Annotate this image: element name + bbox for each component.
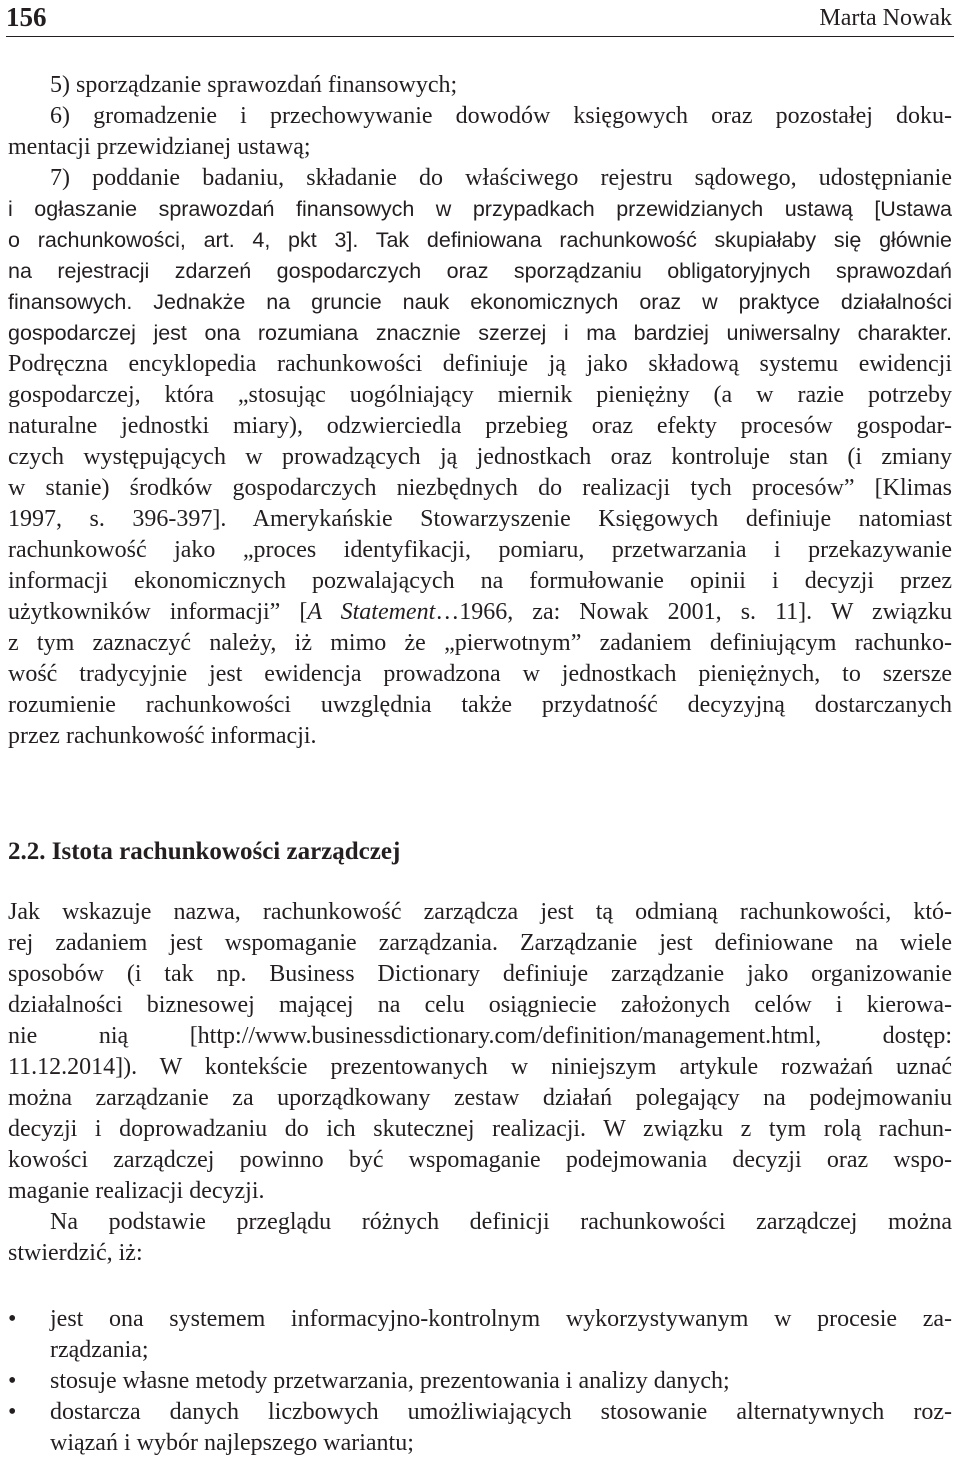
text-line: działalności biznesowej mającej na celu osiągniecie założonych celów i kierowa- <box>8 992 952 1018</box>
text-line: decyzji i doprowadzaniu do ich skutecznej realizacji. W związku z tym rolą rachun- <box>8 1116 952 1142</box>
text-line: wość tradycyjnie jest ewidencja prowadzona w jednostkach pieniężnych, to szersze <box>8 661 952 687</box>
running-author: Marta Nowak <box>819 5 952 31</box>
text-line: dostarcza danych liczbowych umożliwiających stosowanie alternatywnych roz- <box>50 1399 952 1425</box>
list-item <box>8 1366 952 1397</box>
text-line: kowości zarządczej powinno być wspomaganie podejmowania decyzji oraz wspo- <box>8 1147 952 1173</box>
text-line: można zarządzanie za uporządkowany zestaw działań polegający na podejmowaniu <box>8 1085 952 1111</box>
text-line: rej zadaniem jest wspomaganie zarządzania. Zarządzanie jest definiowane na wiele <box>8 930 952 956</box>
text-line: gospodarczej, która „stosując uogólniający miernik pieniężny (a w razie potrzeby <box>8 382 952 408</box>
text-line: 7) poddanie badaniu, składanie do właściwego rejestru sądowego, udostępnianie <box>50 165 952 191</box>
text-line: 1997, s. 396-397]. Amerykańskie Stowarzyszenie Księgowych definiuje natomiast <box>8 506 952 532</box>
text-span: …1966, za: Nowak 2001, s. 11]. W związku <box>435 599 952 625</box>
text-line: Na podstawie przeglądu różnych definicji rachunkowości zarządczej można <box>50 1209 952 1235</box>
text-line: 5) sporządzanie sprawozdań finansowych; <box>50 72 458 98</box>
text-line: rozumienie rachunkowości uwzględnia także przydatność decyzyjną dostarczanych <box>8 692 952 718</box>
text-line: rachunkowość jako „proces identyfikacji, pomiaru, przetwarzania i przekazywanie <box>8 537 952 563</box>
text-line: 11.12.2014]). W kontekście prezentowanych w niniejszym artykule rozważań uznać <box>8 1054 952 1080</box>
bullet-marker: • <box>8 1399 17 1425</box>
bullet-marker: • <box>8 1368 17 1394</box>
text-line: o rachunkowości, art. 4, pkt 3]. Tak definiowana rachunkowość skupiałaby się głównie <box>8 228 952 252</box>
list-item <box>8 1304 952 1366</box>
bullet-marker: • <box>8 1306 17 1332</box>
text-line: i ogłaszanie sprawozdań finansowych w przypadkach przewidzianych ustawą [Ustawa <box>8 197 952 221</box>
text-line: rządzania; <box>50 1337 149 1363</box>
text-line: jest ona systemem informacyjno-kontrolnym wykorzystywanym w procesie za- <box>50 1306 952 1332</box>
body-section-1 <box>8 70 952 752</box>
text-line: Podręczna encyklopedia rachunkowości definiuje ją jako składową systemu ewidencji <box>8 351 952 377</box>
text-line: Jak wskazuje nazwa, rachunkowość zarządcza jest tą odmianą rachunkowości, któ- <box>8 899 952 925</box>
running-header <box>6 0 954 37</box>
text-line: czych występujących w prowadzących ją jednostkach oraz kontroluje stan (i zmiany <box>8 444 952 470</box>
text-line: 6) gromadzenie i przechowywanie dowodów księgowych oraz pozostałej doku- <box>50 103 952 129</box>
italic-title: A Statement <box>307 599 436 625</box>
text-line: informacji ekonomicznych pozwalających na formułowanie opinii i decyzji przez <box>8 568 952 594</box>
text-line: gospodarczej jest ona rozumiana znacznie szerzej i ma bardziej uniwersalny charakter. <box>8 321 952 345</box>
text-line: stosuje własne metody przetwarzania, prezentowania i analizy danych; <box>50 1368 730 1394</box>
text-line: sposobów (i tak np. Business Dictionary definiuje zarządzanie jako organizowanie <box>8 961 952 987</box>
text-line: w stanie) środków gospodarczych niezbędnych do realizacji tych procesów” [Klimas <box>8 475 952 501</box>
text-line: finansowych. Jednakże na gruncie nauk ekonomicznych oraz w praktyce działalności <box>8 290 952 314</box>
list-item <box>8 1397 952 1459</box>
text-line: z tym zaznaczyć należy, iż mimo że „pierwotnym” zadaniem definiującym rachunko- <box>8 630 952 656</box>
bullet-list <box>8 1304 952 1459</box>
text-line: naturalne jednostki miary), odzwierciedla przebieg oraz efekty procesów gospodar- <box>8 413 952 439</box>
text-line: mentacji przewidzianej ustawą; <box>8 134 311 160</box>
body-section-2 <box>8 897 952 1269</box>
text-line: na rejestracji zdarzeń gospodarczych oraz sporządzaniu obligatoryjnych sprawozdań <box>8 259 952 283</box>
text-line: maganie realizacji decyzji. <box>8 1178 265 1204</box>
text-line: wiązań i wybór najlepszego wariantu; <box>50 1430 414 1456</box>
section-heading: 2.2. Istota rachunkowości zarządczej <box>8 838 401 865</box>
text-line: przez rachunkowość informacji. <box>8 723 317 749</box>
text-line: nie nią [http://www.businessdictionary.com/definition/management.html, dostęp: <box>8 1023 952 1049</box>
text-line <box>8 597 952 628</box>
text-span: użytkowników informacji” [ <box>8 599 308 625</box>
text-line: stwierdzić, iż: <box>8 1240 143 1266</box>
page-number: 156 <box>6 2 47 32</box>
